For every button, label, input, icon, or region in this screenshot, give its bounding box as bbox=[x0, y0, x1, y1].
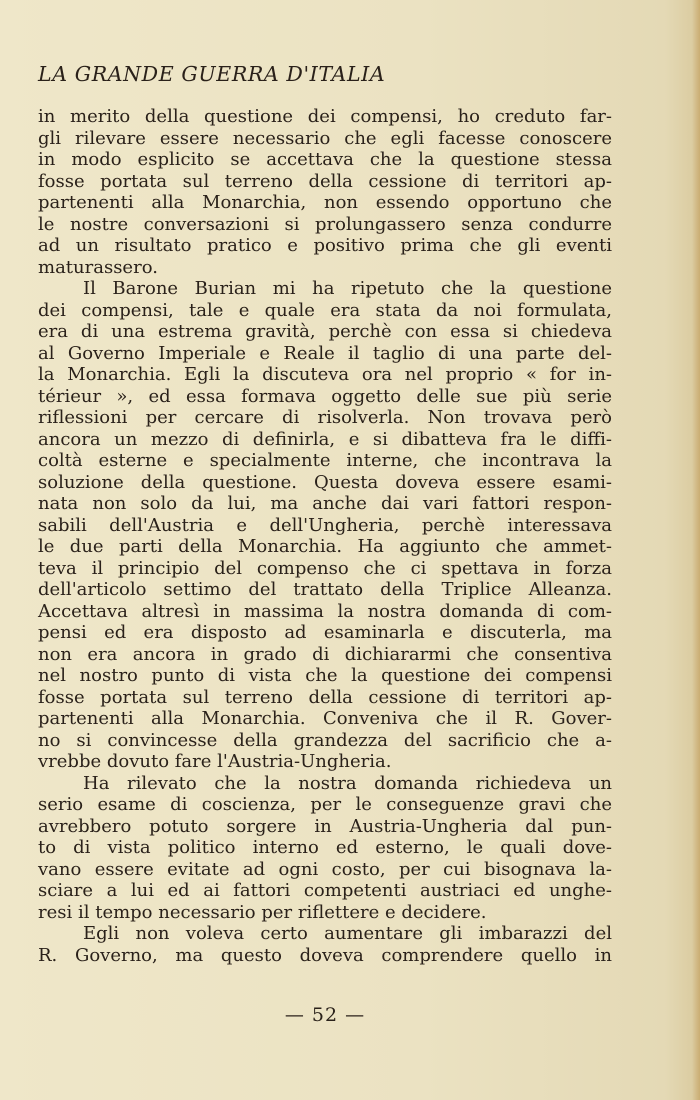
text-line: era di una estrema gravità, perchè con essa si chiedeva bbox=[38, 321, 612, 342]
text-line: to di vista politico interno ed esterno, le quali dove- bbox=[38, 837, 612, 858]
text-line: avrebbero potuto sorgere in Austria-Ungheria dal pun- bbox=[38, 815, 612, 837]
text-line: partenenti alla Monarchia, non essendo opportuno che bbox=[38, 192, 612, 213]
text-line: R. Governo, ma questo doveva comprendere quello in bbox=[38, 944, 612, 966]
body-text bbox=[38, 106, 612, 966]
text-line: teva il principio del compenso che ci spettava in forza bbox=[38, 557, 612, 579]
text-line: fosse portata sul terreno della cessione di territori ap- bbox=[38, 686, 612, 708]
text-line: maturassero. bbox=[38, 256, 158, 278]
text-line: no si convincesse della grandezza del sacrificio che a- bbox=[38, 729, 612, 751]
text-line: pensi ed era disposto ad esaminarla e discuterla, ma bbox=[38, 622, 612, 643]
text-line: dei compensi, tale e quale era stata da noi formulata, bbox=[38, 299, 612, 321]
text-line: al Governo Imperiale e Reale il taglio di una parte del- bbox=[38, 342, 612, 364]
text-line: vano essere evitate ad ogni costo, per cui bisognava la- bbox=[38, 858, 612, 880]
text-line: nata non solo da lui, ma anche dai vari fattori respon- bbox=[38, 493, 612, 514]
text-line: Egli non voleva certo aumentare gli imbarazzi del bbox=[83, 923, 612, 944]
text-line: le nostre conversazioni si prolungassero senza condurre bbox=[38, 213, 612, 235]
text-line: le due parti della Monarchia. Ha aggiunto che ammet- bbox=[38, 536, 612, 557]
text-line: partenenti alla Monarchia. Conveniva che il R. Gover- bbox=[38, 708, 612, 729]
text-line: gli rilevare essere necessario che egli facesse conoscere bbox=[38, 127, 612, 149]
text-line: ad un risultato pratico e positivo prima che gli eventi bbox=[38, 235, 612, 256]
text-line: non era ancora in grado di dichiararmi che consentiva bbox=[38, 643, 612, 665]
text-line: vrebbe dovuto fare l'Austria-Ungheria. bbox=[38, 751, 392, 772]
text-line: coltà esterne e specialmente interne, che incontrava la bbox=[38, 450, 612, 471]
text-line: Accettava altresì in massima la nostra domanda di com- bbox=[38, 600, 612, 622]
text-line: Il Barone Burian mi ha ripetuto che la questione bbox=[83, 278, 612, 299]
running-head: LA GRANDE GUERRA D'ITALIA bbox=[38, 62, 386, 86]
text-line: Ha rilevato che la nostra domanda richiedeva un bbox=[83, 772, 612, 794]
text-line: riflessioni per cercare di risolverla. Non trovava però bbox=[38, 407, 612, 428]
text-line: sabili dell'Austria e dell'Ungheria, perchè interessava bbox=[38, 514, 612, 536]
text-line: resi il tempo necessario per riflettere e decidere. bbox=[38, 901, 487, 923]
text-line: la Monarchia. Egli la discuteva ora nel proprio « for in- bbox=[38, 364, 612, 385]
text-line: fosse portata sul terreno della cessione di territori ap- bbox=[38, 170, 612, 192]
text-line: nel nostro punto di vista che la questione dei compensi bbox=[38, 665, 612, 686]
text-line: in modo esplicito se accettava che la questione stessa bbox=[38, 149, 612, 170]
text-line: soluzione della questione. Questa doveva essere esami- bbox=[38, 471, 612, 493]
page-number: — 52 — bbox=[284, 1004, 366, 1026]
text-line: ancora un mezzo di definirla, e si dibatteva fra le diffi- bbox=[38, 428, 612, 450]
text-line: serio esame di coscienza, per le conseguenze gravi che bbox=[38, 794, 612, 815]
text-line: in merito della questione dei compensi, ho creduto far- bbox=[38, 106, 612, 127]
text-line: dell'articolo settimo del trattato della Triplice Alleanza. bbox=[38, 579, 612, 600]
text-line: térieur », ed essa formava oggetto delle sue più serie bbox=[38, 385, 612, 407]
text-line: sciare a lui ed ai fattori competenti austriaci ed unghe- bbox=[38, 880, 612, 901]
